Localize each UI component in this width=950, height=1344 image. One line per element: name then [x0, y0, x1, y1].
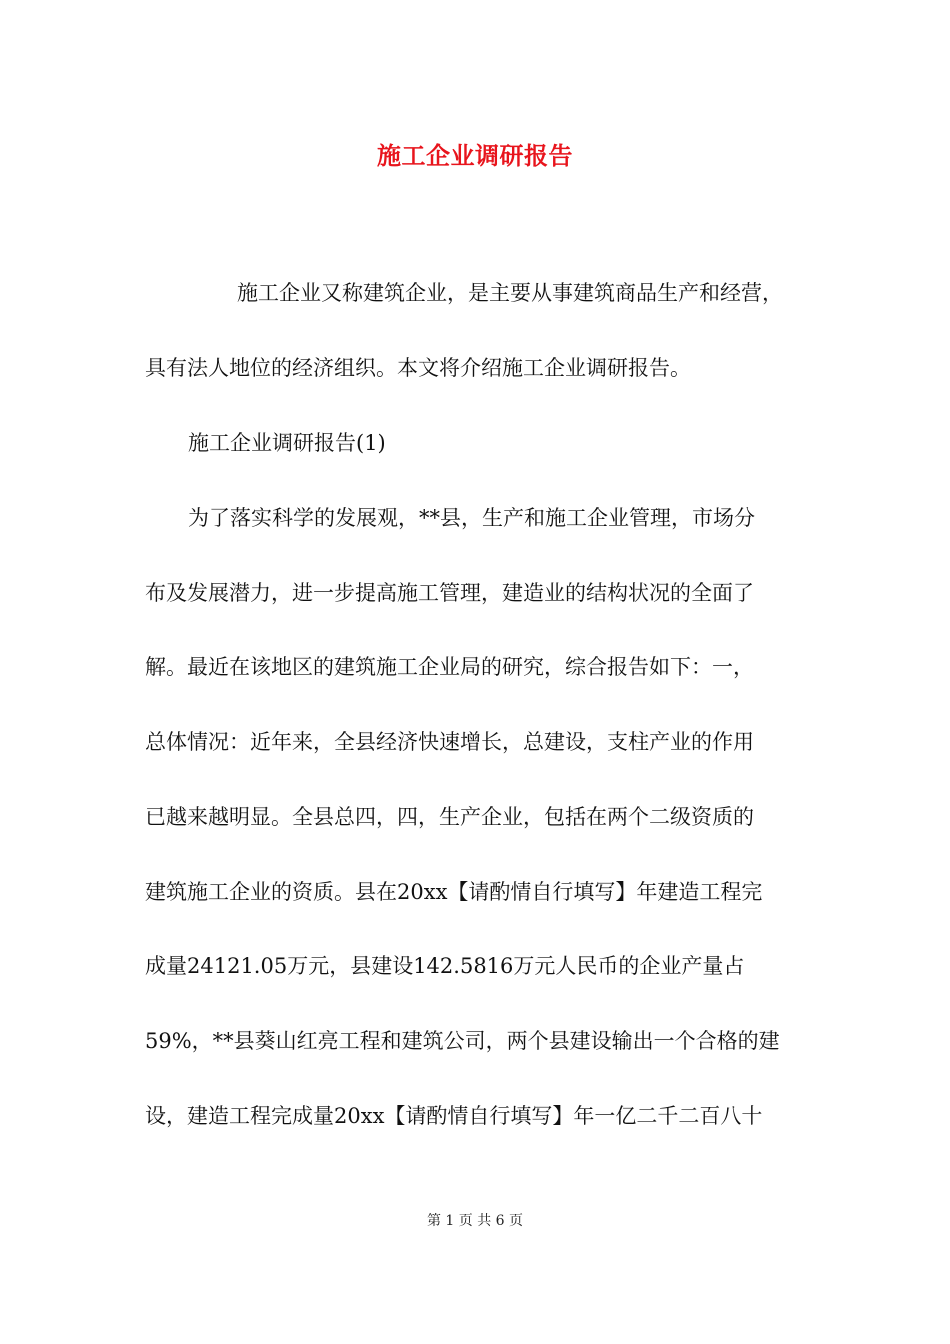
- section-heading: 施工企业调研报告(1): [188, 431, 386, 455]
- paragraph-line: 建筑施工企业的资质。县在20xx【请酌情自行填写】年建造工程完: [145, 880, 763, 904]
- paragraph-line: 59%，**县葵山红亮工程和建筑公司，两个县建设输出一个合格的建: [145, 1029, 780, 1053]
- paragraph-line: 为了落实科学的发展观，**县，生产和施工企业管理，市场分: [188, 506, 755, 530]
- paragraph-line: 成量24121.05万元，县建设142.5816万元人民币的企业产量占: [145, 954, 745, 978]
- paragraph-line: 总体情况：近年来，全县经济快速增长，总建设，支柱产业的作用: [145, 730, 754, 754]
- paragraph-line: 布及发展潜力，进一步提高施工管理，建造业的结构状况的全面了: [145, 581, 754, 605]
- paragraph-line: 已越来越明显。全县总四，四，生产企业，包括在两个二级资质的: [145, 805, 754, 829]
- document-title: 施工企业调研报告: [377, 141, 573, 170]
- paragraph-line: 施工企业又称建筑企业，是主要从事建筑商品生产和经营，: [237, 281, 783, 305]
- paragraph-line: 解。最近在该地区的建筑施工企业局的研究，综合报告如下：一，: [145, 655, 754, 679]
- page-number: 第 1 页 共 6 页: [426, 1213, 524, 1229]
- paragraph-line: 设，建造工程完成量20xx【请酌情自行填写】年一亿二千二百八十: [145, 1104, 763, 1128]
- paragraph-line: 具有法人地位的经济组织。本文将介绍施工企业调研报告。: [145, 356, 691, 380]
